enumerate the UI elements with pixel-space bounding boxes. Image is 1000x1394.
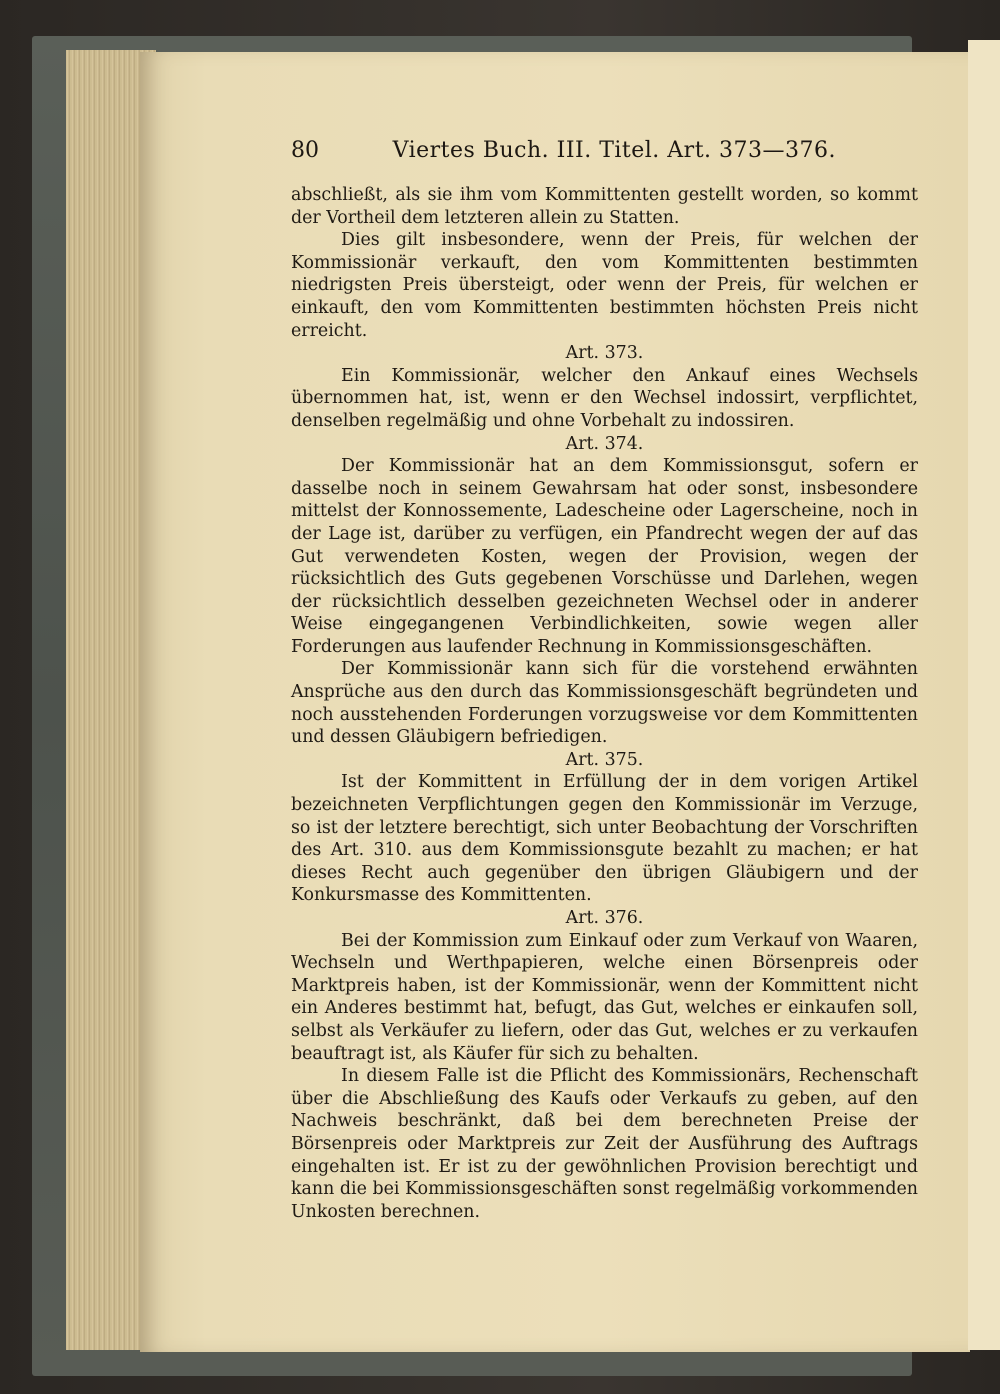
paragraph: Dies gilt insbesondere, wenn der Preis, für welchen der Kommissionär verkauft, den vom Kommittenten bestimmten niedrigsten Preis übersteigt, oder wenn der Preis, für welchen er einkauft, den vom Kommittenten bestimmten höchsten Preis nicht erreicht. bbox=[291, 230, 918, 341]
paragraph: Bei der Kommission zum Einkauf oder zum Verkauf von Waaren, Wechseln und Werthpapieren, welche einen Börsenpreis oder Marktpreis haben, ist der Kommissionär, wenn der Kommittent nicht ein Anderes bestimmt hat, befugt, das Gut, welches er einkaufen soll, selbst als Verkäufer zu liefern, oder das Gut, welches er zu verkaufen beauftragt ist, als Käufer für sich zu behalten. bbox=[291, 930, 918, 1064]
article-heading: Art. 375. bbox=[565, 749, 644, 770]
page-body bbox=[291, 184, 918, 1223]
paragraph: Der Kommissionär hat an dem Kommissionsgut, sofern er dasselbe noch in seinem Gewahrsam hat oder sonst, insbesondere mittelst der Konnossemente, Ladescheine oder Lagerscheine, noch in der Lage ist, darüber zu verfügen, ein Pfandrecht wegen der auf das Gut verwendeten Kosten, wegen der Provision, wegen der rücksichtlich des Guts gegebenen Vorschüsse und Darlehen, wegen der rücksichtlich desselben gezeichneten Wechsel oder in anderer Weise eingegangenen Verbindlichkeiten, sowie wegen aller Forderungen aus laufender Rechnung in Kommissionsgeschäften. bbox=[291, 456, 918, 657]
article-heading: Art. 374. bbox=[565, 433, 644, 454]
page-header bbox=[291, 135, 836, 167]
paragraph: abschließt, als sie ihm vom Kommittenten gestellt worden, so kommt der Vortheil dem letzteren allein zu Statten. bbox=[291, 185, 918, 228]
facing-page-edge bbox=[968, 40, 1000, 1350]
running-title: Viertes Buch. III. Titel. Art. 373—376. bbox=[392, 138, 836, 163]
paragraph: Ein Kommissionär, welcher den Ankauf eines Wechsels übernommen hat, ist, wenn er den Wechsel indossirt, verpflichtet, denselben regelmäßig und ohne Vorbehalt zu indossiren. bbox=[291, 365, 918, 431]
paragraph: In diesem Falle ist die Pflicht des Kommissionärs, Rechenschaft über die Abschließung des Kaufs oder Verkaufs zu geben, auf den Nachweis beschränkt, daß bei dem berechneten Preise der Börsenpreis oder Marktpreis zur Zeit der Ausführung des Auftrags eingehalten ist. Er ist zu der gewöhnlichen Provision berechtigt und kann die bei Kommissionsgeschäften sonst regelmäßig vorkommenden Unkosten berechnen. bbox=[291, 1066, 918, 1222]
paragraph: Der Kommissionär kann sich für die vorstehend erwähnten Ansprüche aus den durch das Kommissionsgeschäft begründeten und noch ausstehenden Forderungen vorzugsweise vor dem Kommittenten und dessen Gläubigern befriedigen. bbox=[291, 659, 918, 748]
article-heading: Art. 373. bbox=[565, 343, 644, 364]
paragraph: Ist der Kommittent in Erfüllung der in dem vorigen Artikel bezeichneten Verpflichtungen gegen den Kommissionär im Verzuge, so ist der letztere berechtigt, sich unter Beobachtung der Vorschriften des Art. 310. aus dem Kommissionsgute bezahlt zu machen; er hat dieses Recht auch gegenüber den übrigen Gläubigern und der Konkursmasse des Kommittenten. bbox=[291, 772, 918, 906]
page-number: 80 bbox=[291, 138, 319, 163]
article-heading: Art. 376. bbox=[565, 908, 644, 928]
